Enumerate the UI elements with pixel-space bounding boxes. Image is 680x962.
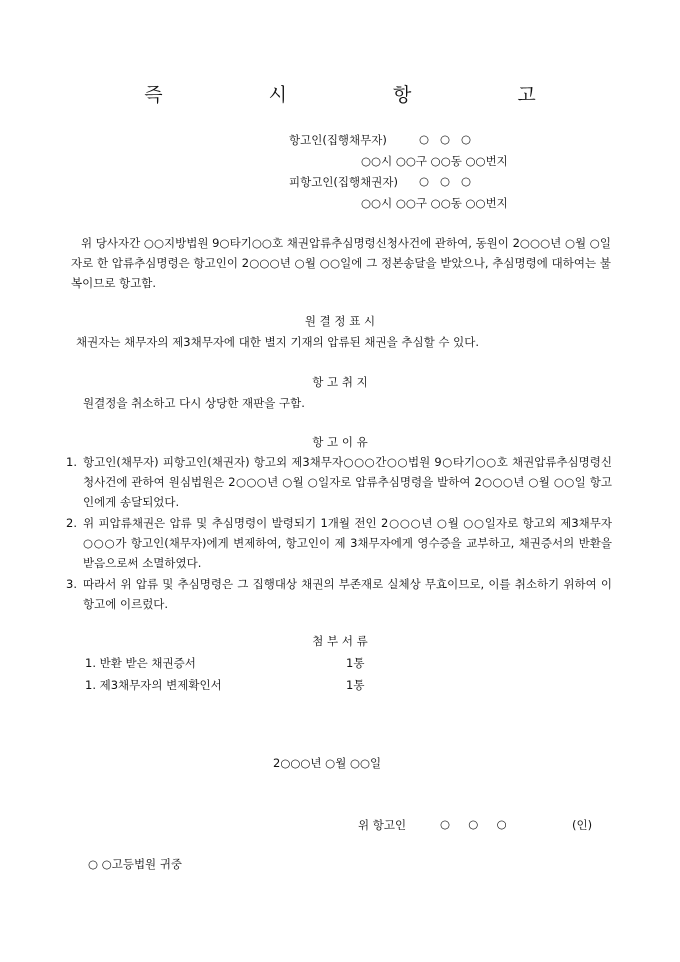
reason-text: 따라서 위 압류 및 추심명령은 그 집행대상 채권의 부존재로 실체상 무효이므로, 이를 취소하기 위하여 이 항고에 이르렀다.	[83, 577, 612, 611]
reason-item-3	[66, 574, 612, 614]
attachments-heading: 첨 부 서 류	[312, 634, 368, 648]
court-addressee: ○ ○고등법원 귀중	[88, 857, 183, 871]
appellee-label: 피항고인(집행채권자)	[289, 175, 398, 189]
signature-label: 위 항고인	[358, 818, 407, 832]
reason-item-1	[66, 452, 612, 512]
attachment-item-count: 1통	[346, 678, 365, 692]
reason-number: 1.	[66, 455, 77, 469]
attachment-item-count: 1통	[346, 656, 365, 670]
appellee-name: ○ ○ ○	[419, 174, 472, 188]
appellant-label: 항고인(집행채무자)	[289, 133, 387, 147]
intro-paragraph: 위 당사자간 ○○지방법원 9○타기○○호 채권압류추심명령신청사건에 관하여, 동원이 2○○○년 ○월 ○일자로 한 압류추심명령은 항고인이 2○○○년 ○월 ○○일에 그 정본송달을 받았으나, 추심명령에 대하여는 불복이므로 항고함.	[71, 236, 611, 290]
purpose-heading: 항 고 취 지	[312, 375, 368, 389]
reason-number: 3.	[66, 577, 77, 591]
attachment-item-label: 1. 제3채무자의 변제확인서	[85, 678, 222, 692]
reason-item-2	[66, 513, 612, 573]
appellee-address: ○○시 ○○구 ○○동 ○○번지	[361, 196, 508, 210]
appellant-name: ○ ○ ○	[419, 132, 472, 146]
document-date: 2○○○년 ○월 ○○일	[273, 756, 382, 770]
signature-seal: (인)	[572, 818, 593, 832]
reason-text: 위 피압류채권은 압류 및 추심명령이 발령되기 1개월 전인 2○○○년 ○월 ○○일자로 항고외 제3채무자 ○○○가 항고인(채무자)에게 변제하여, 항고인이 제 3채무자에게 영수증을 교부하고, 채권증서의 반환을 받음으로써 소멸하였다.	[83, 516, 612, 570]
document-title: 즉 시 항 고	[144, 84, 586, 106]
reason-number: 2.	[66, 516, 77, 530]
original-decision-heading: 원 결 정 표 시	[304, 314, 376, 328]
original-decision-text: 채권자는 채무자의 제3채무자에 대한 별지 기재의 압류된 채권을 추심할 수 있다.	[76, 335, 480, 349]
attachment-item-label: 1. 반환 받은 채권증서	[85, 656, 196, 670]
appellant-address: ○○시 ○○구 ○○동 ○○번지	[361, 154, 508, 168]
reasons-heading: 항 고 이 유	[312, 435, 368, 449]
purpose-text: 원결정을 취소하고 다시 상당한 재판을 구함.	[83, 396, 305, 410]
reason-text: 항고인(채무자) 피항고인(채권자) 항고외 제3채무자○○○간○○법원 9○타기○○호 채권압류추심명령신청사건에 관하여 원심법원은 2○○○년 ○월 ○일자로 압류추심명령을 발하여 2○○○년 ○월 ○○일 항고인에게 송달되었다.	[83, 455, 612, 509]
signature-name: ○ ○ ○	[440, 817, 507, 831]
